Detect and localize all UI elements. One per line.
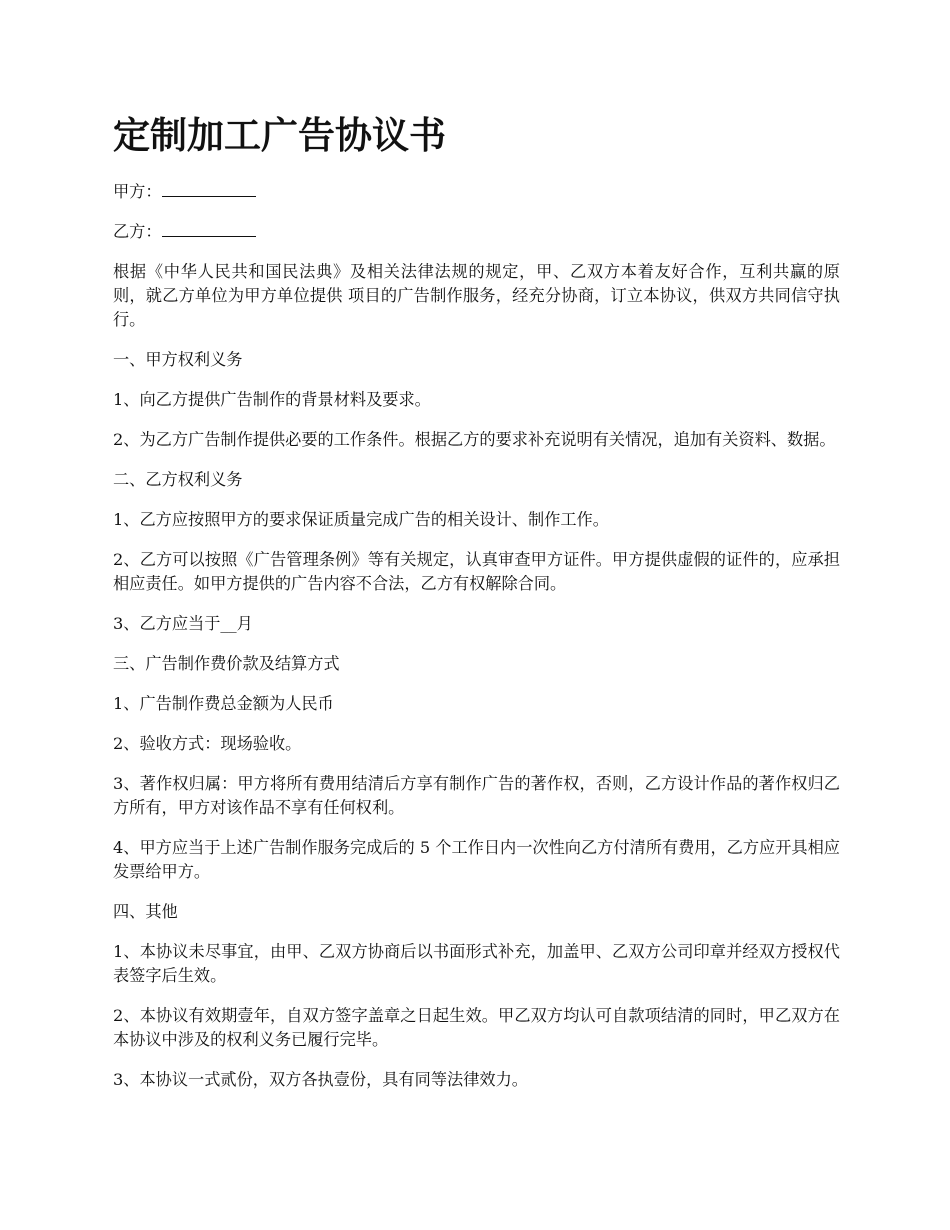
party-a-line xyxy=(113,180,840,204)
party-a-label: 甲方： xyxy=(113,182,162,201)
clause-1-2: 2、为乙方广告制作提供必要的工作条件。根据乙方的要求补充说明有关情况，追加有关资料、数据。 xyxy=(113,430,836,449)
party-b-blank xyxy=(162,222,256,237)
clause-2-3: 3、乙方应当于__月 xyxy=(113,614,253,633)
clause-4-2: 2、本协议有效期壹年，自双方签字盖章之日起生效。甲乙双方均认可自款项结清的同时，甲乙双方在本协议中涉及的权利义务已履行完毕。 xyxy=(113,1006,840,1049)
party-b-line xyxy=(113,220,840,244)
section-heading-fees: 三、广告制作费价款及结算方式 xyxy=(113,654,340,673)
clause-3-1: 1、广告制作费总金额为人民币 xyxy=(113,694,334,713)
party-b-label: 乙方： xyxy=(113,222,162,241)
section-heading-party-a-rights: 一、甲方权利义务 xyxy=(113,350,243,369)
section-heading-party-b-rights: 二、乙方权利义务 xyxy=(113,470,243,489)
clause-2-1: 1、乙方应按照甲方的要求保证质量完成广告的相关设计、制作工作。 xyxy=(113,510,609,529)
intro-paragraph: 根据《中华人民共和国民法典》及相关法律法规的规定，甲、乙双方本着友好合作，互利共赢的原则，就乙方单位为甲方单位提供 项目的广告制作服务，经充分协商，订立本协议，供双方共同信守执行。 xyxy=(113,262,840,329)
clause-2-2: 2、乙方可以按照《广告管理条例》等有关规定，认真审查甲方证件。甲方提供虚假的证件的，应承担相应责任。如甲方提供的广告内容不合法，乙方有权解除合同。 xyxy=(113,550,840,593)
section-heading-other: 四、其他 xyxy=(113,902,178,921)
clause-4-1: 1、本协议未尽事宜，由甲、乙双方协商后以书面形式补充，加盖甲、乙双方公司印章并经双方授权代表签字后生效。 xyxy=(113,942,840,985)
document-title: 定制加工广告协议书 xyxy=(113,114,446,157)
party-a-blank xyxy=(162,182,256,197)
clause-3-3: 3、著作权归属：甲方将所有费用结清后方享有制作广告的著作权，否则，乙方设计作品的著作权归乙方所有，甲方对该作品不享有任何权利。 xyxy=(113,774,840,817)
clause-3-2: 2、验收方式：现场验收。 xyxy=(113,734,302,753)
clause-3-4: 4、甲方应当于上述广告制作服务完成后的 5 个工作日内一次性向乙方付清所有费用，乙方应开具相应发票给甲方。 xyxy=(113,838,840,881)
document-page xyxy=(113,110,840,1108)
clause-1-1: 1、向乙方提供广告制作的背景材料及要求。 xyxy=(113,390,431,409)
clause-4-3: 3、本协议一式贰份，双方各执壹份，具有同等法律效力。 xyxy=(113,1070,528,1089)
